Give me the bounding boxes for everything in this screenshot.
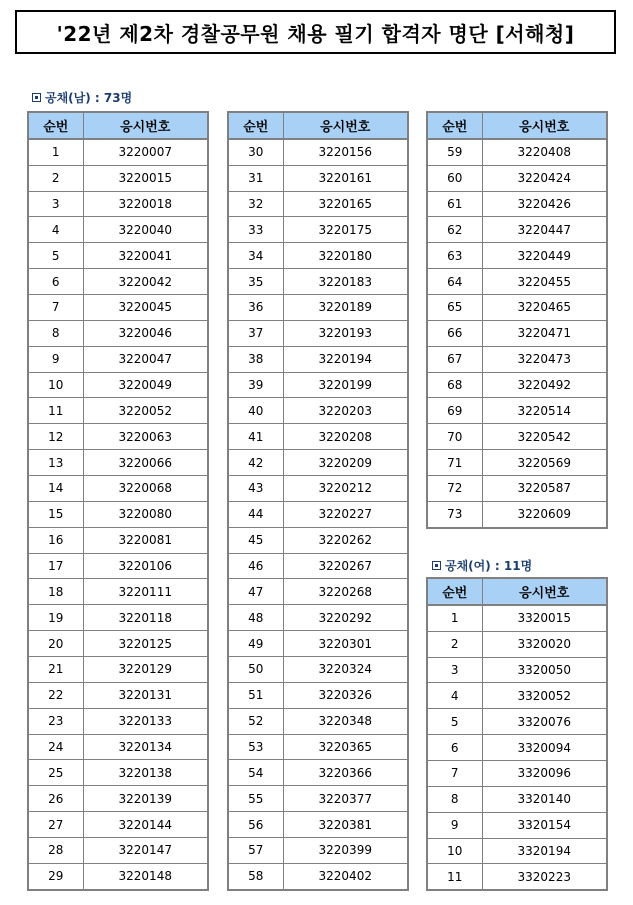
exam-no-cell: 3220183 [283, 269, 408, 295]
seq-cell: 11 [28, 398, 83, 424]
table-row [28, 734, 208, 760]
exam-no-cell: 3220052 [83, 398, 208, 424]
table-row [28, 191, 208, 217]
seq-cell: 71 [427, 450, 482, 476]
seq-cell: 46 [228, 553, 283, 579]
seq-cell: 11 [427, 864, 482, 890]
seq-cell: 20 [28, 631, 83, 657]
table-row [228, 838, 408, 864]
exam-no-cell: 3220326 [283, 682, 408, 708]
exam-no-cell: 3320194 [482, 838, 607, 864]
seq-cell: 47 [228, 579, 283, 605]
table-row [228, 734, 408, 760]
seq-cell: 63 [427, 243, 482, 269]
seq-cell: 51 [228, 682, 283, 708]
seq-cell: 68 [427, 372, 482, 398]
table-row [427, 683, 607, 709]
seq-cell: 5 [28, 243, 83, 269]
seq-cell: 15 [28, 501, 83, 527]
seq-cell: 32 [228, 191, 283, 217]
table-row [427, 320, 607, 346]
seq-cell: 29 [28, 863, 83, 889]
exam-no-cell: 3220156 [283, 139, 408, 165]
seq-cell: 1 [28, 139, 83, 165]
table-row [228, 295, 408, 321]
seq-cell: 59 [427, 139, 482, 165]
seq-cell: 61 [427, 191, 482, 217]
table-row [28, 812, 208, 838]
exam-no-cell: 3220131 [83, 682, 208, 708]
exam-no-cell: 3220324 [283, 657, 408, 683]
exam-no-header: 응시번호 [83, 112, 208, 139]
exam-no-cell: 3220139 [83, 786, 208, 812]
exam-no-cell: 3220402 [283, 863, 408, 889]
seq-cell: 55 [228, 786, 283, 812]
exam-no-cell: 3220199 [283, 372, 408, 398]
table-row [427, 295, 607, 321]
seq-cell: 7 [427, 761, 482, 787]
exam-no-cell: 3220208 [283, 424, 408, 450]
table-row [228, 605, 408, 631]
table-row [228, 708, 408, 734]
seq-cell: 66 [427, 320, 482, 346]
exam-no-cell: 3220042 [83, 269, 208, 295]
exam-no-cell: 3220007 [83, 139, 208, 165]
seq-cell: 26 [28, 786, 83, 812]
table-row [427, 657, 607, 683]
table-row [228, 269, 408, 295]
table-row [228, 527, 408, 553]
table-row [28, 295, 208, 321]
seq-cell: 38 [228, 346, 283, 372]
table-row [28, 398, 208, 424]
table-row [427, 191, 607, 217]
exam-no-cell: 3220144 [83, 812, 208, 838]
exam-no-cell: 3220015 [83, 165, 208, 191]
table-row [28, 269, 208, 295]
exam-no-cell: 3220080 [83, 501, 208, 527]
seq-cell: 40 [228, 398, 283, 424]
seq-cell: 4 [28, 217, 83, 243]
seq-cell: 35 [228, 269, 283, 295]
table-row [28, 424, 208, 450]
table-row [427, 709, 607, 735]
seq-cell: 52 [228, 708, 283, 734]
seq-cell: 69 [427, 398, 482, 424]
table-row [228, 346, 408, 372]
exam-no-cell: 3220180 [283, 243, 408, 269]
exam-no-cell: 3220047 [83, 346, 208, 372]
seq-cell: 45 [228, 527, 283, 553]
exam-no-cell: 3220147 [83, 838, 208, 864]
table-row [228, 139, 408, 165]
seq-cell: 44 [228, 501, 283, 527]
table-row [427, 864, 607, 890]
seq-cell: 64 [427, 269, 482, 295]
exam-no-cell: 3220514 [482, 398, 607, 424]
table-row [28, 320, 208, 346]
seq-cell: 56 [228, 812, 283, 838]
table-row [28, 605, 208, 631]
table-row [28, 476, 208, 502]
exam-no-cell: 3220377 [283, 786, 408, 812]
table-row [427, 735, 607, 761]
exam-no-cell: 3220348 [283, 708, 408, 734]
exam-no-cell: 3220045 [83, 295, 208, 321]
seq-cell: 62 [427, 217, 482, 243]
table-row [427, 786, 607, 812]
exam-no-cell: 3320052 [482, 683, 607, 709]
exam-no-header: 응시번호 [482, 112, 607, 139]
table-row [28, 501, 208, 527]
square-bullet-icon [432, 561, 441, 570]
seq-cell: 18 [28, 579, 83, 605]
exam-no-cell: 3220175 [283, 217, 408, 243]
seq-cell: 72 [427, 476, 482, 502]
exam-no-cell: 3220381 [283, 812, 408, 838]
exam-no-cell: 3220301 [283, 631, 408, 657]
seq-cell: 4 [427, 683, 482, 709]
female-table [426, 577, 608, 891]
seq-cell: 67 [427, 346, 482, 372]
male-section-heading [32, 89, 132, 106]
exam-no-cell: 3220134 [83, 734, 208, 760]
square-bullet-icon [32, 93, 41, 102]
table-row [427, 139, 607, 165]
seq-cell: 58 [228, 863, 283, 889]
seq-cell: 31 [228, 165, 283, 191]
seq-cell: 54 [228, 760, 283, 786]
table-row [228, 760, 408, 786]
seq-header: 순번 [28, 112, 83, 139]
seq-cell: 3 [28, 191, 83, 217]
exam-no-cell: 3220161 [283, 165, 408, 191]
table-row [427, 398, 607, 424]
table-row [228, 320, 408, 346]
table-row [228, 786, 408, 812]
exam-no-cell: 3220424 [482, 165, 607, 191]
table-row [228, 450, 408, 476]
table-row [28, 682, 208, 708]
exam-no-cell: 3220267 [283, 553, 408, 579]
exam-no-header: 응시번호 [283, 112, 408, 139]
table-row [228, 682, 408, 708]
female-section-heading [432, 557, 532, 574]
table-row [28, 372, 208, 398]
exam-no-cell: 3220366 [283, 760, 408, 786]
seq-cell: 6 [427, 735, 482, 761]
exam-no-cell: 3220465 [482, 295, 607, 321]
table-row [427, 605, 607, 631]
exam-no-cell: 3220165 [283, 191, 408, 217]
seq-header: 순번 [228, 112, 283, 139]
exam-no-cell: 3220041 [83, 243, 208, 269]
exam-no-cell: 3220542 [482, 424, 607, 450]
table-row [427, 812, 607, 838]
exam-no-cell: 3320223 [482, 864, 607, 890]
exam-no-cell: 3220129 [83, 657, 208, 683]
seq-cell: 53 [228, 734, 283, 760]
table-row [28, 760, 208, 786]
table-row [427, 838, 607, 864]
table-row [427, 217, 607, 243]
seq-cell: 14 [28, 476, 83, 502]
seq-cell: 33 [228, 217, 283, 243]
table-row [228, 424, 408, 450]
exam-no-cell: 3220138 [83, 760, 208, 786]
exam-no-cell: 3220148 [83, 863, 208, 889]
table-row [228, 553, 408, 579]
seq-cell: 65 [427, 295, 482, 321]
table-row [228, 398, 408, 424]
table-row [427, 450, 607, 476]
table-row [228, 243, 408, 269]
table-header-row [28, 112, 208, 139]
table-row [28, 657, 208, 683]
seq-cell: 50 [228, 657, 283, 683]
exam-no-cell: 3320154 [482, 812, 607, 838]
exam-no-cell: 3320096 [482, 761, 607, 787]
page-title: '22년 제2차 경찰공무원 채용 필기 합격자 명단 [서해청] [15, 10, 616, 54]
exam-no-cell: 3320020 [482, 631, 607, 657]
table-row [28, 139, 208, 165]
seq-cell: 3 [427, 657, 482, 683]
seq-cell: 8 [28, 320, 83, 346]
table-row [228, 217, 408, 243]
table-row [228, 165, 408, 191]
table-row [228, 631, 408, 657]
exam-no-cell: 3220587 [482, 476, 607, 502]
table-row [427, 631, 607, 657]
seq-cell: 16 [28, 527, 83, 553]
seq-cell: 41 [228, 424, 283, 450]
exam-no-cell: 3220455 [482, 269, 607, 295]
seq-header: 순번 [427, 578, 482, 605]
table-header-row [228, 112, 408, 139]
table-row [228, 579, 408, 605]
seq-cell: 9 [28, 346, 83, 372]
exam-no-cell: 3220209 [283, 450, 408, 476]
seq-cell: 7 [28, 295, 83, 321]
seq-cell: 2 [427, 631, 482, 657]
seq-cell: 5 [427, 709, 482, 735]
exam-no-cell: 3220106 [83, 553, 208, 579]
exam-no-cell: 3220063 [83, 424, 208, 450]
exam-no-cell: 3220471 [482, 320, 607, 346]
table-header-row [427, 578, 607, 605]
table-row [28, 346, 208, 372]
exam-no-cell: 3220227 [283, 501, 408, 527]
table-row [228, 812, 408, 838]
exam-no-header: 응시번호 [482, 578, 607, 605]
exam-no-cell: 3220018 [83, 191, 208, 217]
table-row [28, 527, 208, 553]
seq-cell: 43 [228, 476, 283, 502]
seq-cell: 8 [427, 786, 482, 812]
seq-cell: 1 [427, 605, 482, 631]
exam-no-cell: 3220193 [283, 320, 408, 346]
seq-cell: 10 [427, 838, 482, 864]
seq-cell: 19 [28, 605, 83, 631]
exam-no-cell: 3220449 [482, 243, 607, 269]
table-row [427, 761, 607, 787]
seq-cell: 37 [228, 320, 283, 346]
seq-cell: 6 [28, 269, 83, 295]
exam-no-cell: 3220447 [482, 217, 607, 243]
table-row [427, 165, 607, 191]
table-row [427, 424, 607, 450]
exam-no-cell: 3220133 [83, 708, 208, 734]
female-section-label: 공채(여) : 11명 [445, 559, 533, 573]
table-row [28, 786, 208, 812]
table-row [28, 631, 208, 657]
seq-cell: 36 [228, 295, 283, 321]
table-row [427, 476, 607, 502]
exam-no-cell: 3220040 [83, 217, 208, 243]
seq-cell: 2 [28, 165, 83, 191]
seq-cell: 25 [28, 760, 83, 786]
seq-cell: 21 [28, 657, 83, 683]
exam-no-cell: 3220081 [83, 527, 208, 553]
exam-no-cell: 3220066 [83, 450, 208, 476]
exam-no-cell: 3220426 [482, 191, 607, 217]
table-row [228, 501, 408, 527]
table-row [28, 243, 208, 269]
table-row [28, 165, 208, 191]
table-row [427, 346, 607, 372]
seq-header: 순번 [427, 112, 482, 139]
seq-cell: 49 [228, 631, 283, 657]
exam-no-cell: 3220492 [482, 372, 607, 398]
seq-cell: 9 [427, 812, 482, 838]
exam-no-cell: 3220203 [283, 398, 408, 424]
table-row [28, 579, 208, 605]
seq-cell: 17 [28, 553, 83, 579]
male-table-2 [227, 111, 409, 891]
exam-no-cell: 3220292 [283, 605, 408, 631]
seq-cell: 34 [228, 243, 283, 269]
seq-cell: 10 [28, 372, 83, 398]
table-row [28, 838, 208, 864]
table-row [28, 553, 208, 579]
seq-cell: 28 [28, 838, 83, 864]
exam-no-cell: 3220212 [283, 476, 408, 502]
seq-cell: 73 [427, 501, 482, 527]
table-row [28, 708, 208, 734]
seq-cell: 30 [228, 139, 283, 165]
table-row [228, 372, 408, 398]
table-header-row [427, 112, 607, 139]
seq-cell: 39 [228, 372, 283, 398]
seq-cell: 12 [28, 424, 83, 450]
exam-no-cell: 3220609 [482, 501, 607, 527]
seq-cell: 60 [427, 165, 482, 191]
exam-no-cell: 3220569 [482, 450, 607, 476]
exam-no-cell: 3220365 [283, 734, 408, 760]
seq-cell: 23 [28, 708, 83, 734]
exam-no-cell: 3320140 [482, 786, 607, 812]
exam-no-cell: 3220399 [283, 838, 408, 864]
table-row [28, 863, 208, 889]
exam-no-cell: 3220125 [83, 631, 208, 657]
exam-no-cell: 3220189 [283, 295, 408, 321]
seq-cell: 27 [28, 812, 83, 838]
seq-cell: 13 [28, 450, 83, 476]
exam-no-cell: 3320050 [482, 657, 607, 683]
exam-no-cell: 3320015 [482, 605, 607, 631]
male-table-3 [426, 111, 608, 529]
table-row [427, 243, 607, 269]
exam-no-cell: 3220268 [283, 579, 408, 605]
exam-no-cell: 3320076 [482, 709, 607, 735]
exam-no-cell: 3220262 [283, 527, 408, 553]
table-row [228, 191, 408, 217]
seq-cell: 42 [228, 450, 283, 476]
exam-no-cell: 3220111 [83, 579, 208, 605]
seq-cell: 48 [228, 605, 283, 631]
exam-no-cell: 3220473 [482, 346, 607, 372]
seq-cell: 24 [28, 734, 83, 760]
seq-cell: 70 [427, 424, 482, 450]
table-row [427, 501, 607, 527]
exam-no-cell: 3220194 [283, 346, 408, 372]
table-row [28, 450, 208, 476]
table-row [427, 269, 607, 295]
exam-no-cell: 3220068 [83, 476, 208, 502]
table-row [228, 476, 408, 502]
exam-no-cell: 3220408 [482, 139, 607, 165]
seq-cell: 57 [228, 838, 283, 864]
exam-no-cell: 3220049 [83, 372, 208, 398]
exam-no-cell: 3220118 [83, 605, 208, 631]
table-row [427, 372, 607, 398]
exam-no-cell: 3220046 [83, 320, 208, 346]
seq-cell: 22 [28, 682, 83, 708]
male-section-label: 공채(남) : 73명 [45, 91, 133, 105]
exam-no-cell: 3320094 [482, 735, 607, 761]
table-row [28, 217, 208, 243]
table-row [228, 657, 408, 683]
male-table-1 [27, 111, 209, 891]
table-row [228, 863, 408, 889]
